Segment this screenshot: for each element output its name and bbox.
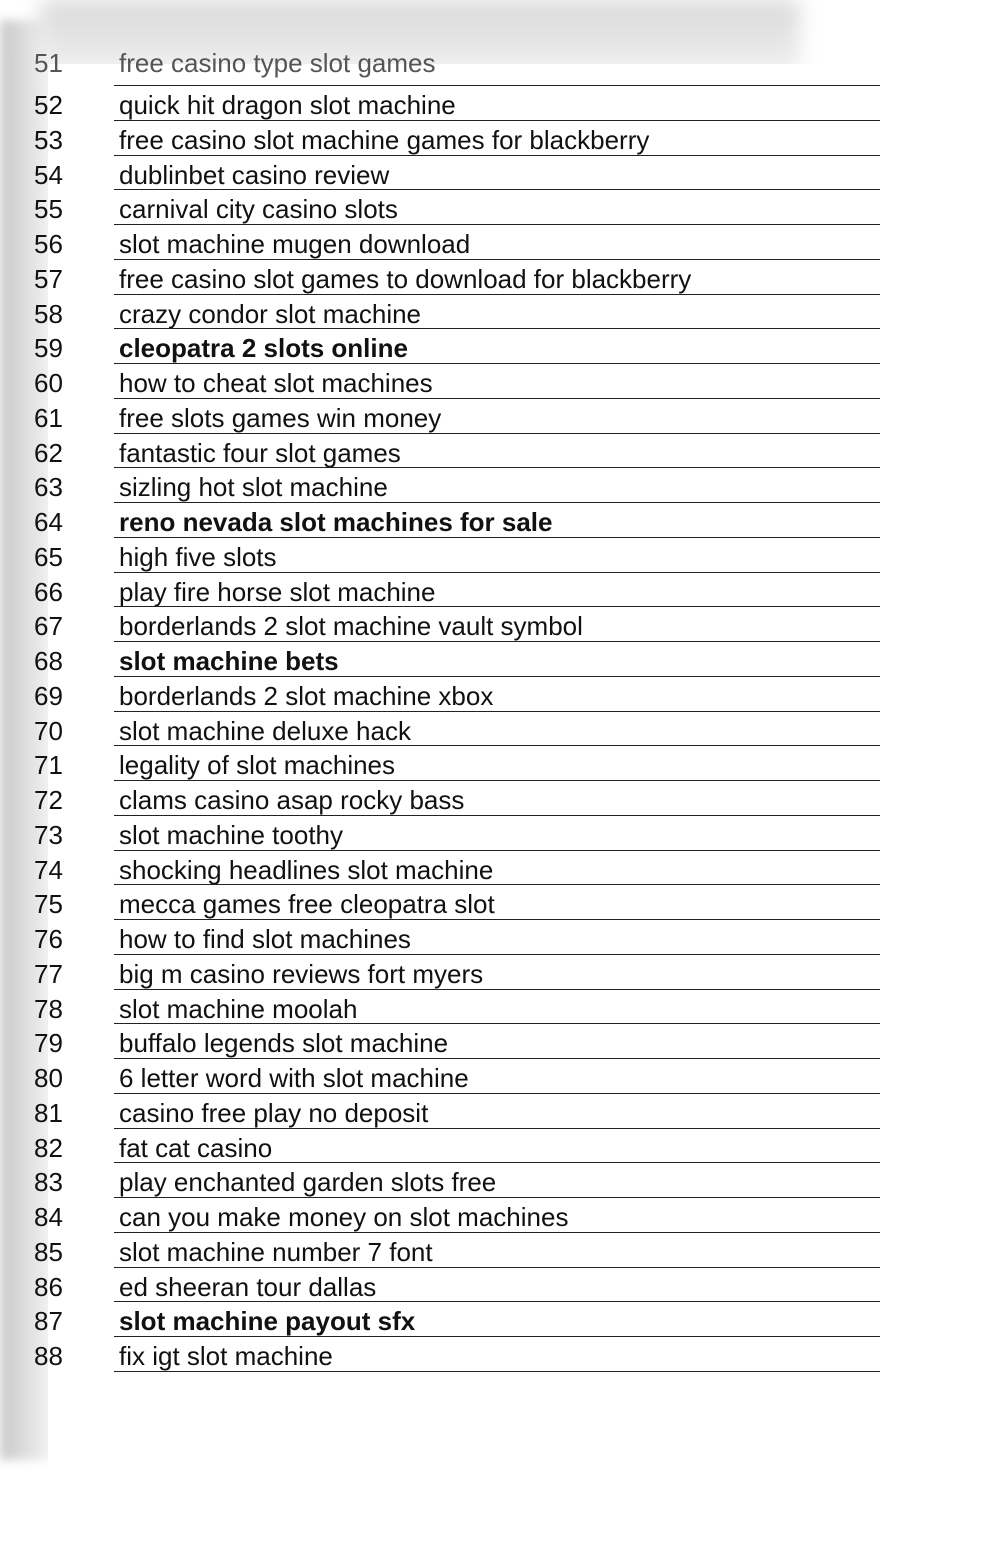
item-number: 76 xyxy=(34,924,63,954)
item-number: 84 xyxy=(34,1202,63,1232)
item-number: 73 xyxy=(34,819,63,850)
item-number: 57 xyxy=(34,263,63,294)
list-item xyxy=(34,607,991,642)
list-item xyxy=(34,1198,991,1233)
item-number: 66 xyxy=(34,576,63,607)
item-text: big m casino reviews fort myers xyxy=(119,958,484,989)
item-text: play enchanted garden slots free xyxy=(119,1167,497,1198)
item-number: 86 xyxy=(34,1271,63,1302)
item-text: 6 letter word with slot machine xyxy=(119,1063,469,1093)
item-number: 68 xyxy=(34,646,63,676)
list-item xyxy=(34,48,991,86)
item-number: 65 xyxy=(34,541,63,572)
list-item xyxy=(34,190,991,225)
item-text: sizling hot slot machine xyxy=(119,472,388,503)
item-text: slot machine mugen download xyxy=(119,229,471,259)
item-text: quick hit dragon slot machine xyxy=(119,90,456,120)
list-item xyxy=(34,399,991,434)
item-number: 72 xyxy=(34,785,63,815)
item-number: 88 xyxy=(34,1341,63,1371)
item-number: 70 xyxy=(34,715,63,746)
list-item xyxy=(34,920,991,955)
item-text: legality of slot machines xyxy=(119,750,396,781)
list-item xyxy=(34,364,991,399)
document-sheet xyxy=(34,48,991,1544)
item-text: free casino type slot games xyxy=(119,48,436,78)
item-number: 80 xyxy=(34,1063,63,1093)
item-text: slot machine moolah xyxy=(119,993,358,1024)
item-text: free casino slot machine games for blackberry xyxy=(119,124,650,155)
list-item xyxy=(34,1024,991,1059)
list-item xyxy=(34,990,991,1025)
item-number: 64 xyxy=(34,507,63,537)
list-item xyxy=(34,1337,991,1372)
item-text: how to find slot machines xyxy=(119,924,411,954)
item-number: 71 xyxy=(34,750,63,781)
item-number: 61 xyxy=(34,402,63,433)
list-item xyxy=(34,677,991,712)
list-item xyxy=(34,156,991,191)
list-item xyxy=(34,295,991,330)
item-number: 81 xyxy=(34,1097,63,1128)
list-item xyxy=(34,781,991,816)
item-text: buffalo legends slot machine xyxy=(119,1028,449,1059)
list-item xyxy=(34,573,991,608)
list-item xyxy=(34,121,991,156)
item-number: 54 xyxy=(34,159,63,190)
item-text: free casino slot games to download for blackberry xyxy=(119,263,692,294)
item-text: borderlands 2 slot machine vault symbol xyxy=(119,611,583,642)
item-number: 52 xyxy=(34,90,63,120)
item-text: cleopatra 2 slots online xyxy=(119,333,408,364)
item-number: 82 xyxy=(34,1132,63,1163)
item-number: 59 xyxy=(34,333,63,364)
list-item xyxy=(34,1094,991,1129)
list-item xyxy=(34,225,991,260)
item-number: 55 xyxy=(34,194,63,225)
item-number: 78 xyxy=(34,993,63,1024)
list-item xyxy=(34,503,991,538)
item-number: 79 xyxy=(34,1028,63,1059)
list-item xyxy=(34,816,991,851)
item-text: shocking headlines slot machine xyxy=(119,854,494,885)
item-text: fantastic four slot games xyxy=(119,437,401,468)
item-number: 87 xyxy=(34,1306,63,1337)
item-text: free slots games win money xyxy=(119,402,442,433)
item-number: 56 xyxy=(34,229,63,259)
item-number: 85 xyxy=(34,1236,63,1267)
list-item xyxy=(34,434,991,469)
list-item xyxy=(34,260,991,295)
list-item xyxy=(34,1129,991,1164)
list-item xyxy=(34,1268,991,1303)
item-text: reno nevada slot machines for sale xyxy=(119,507,553,537)
item-text: dublinbet casino review xyxy=(119,159,390,190)
item-text: crazy condor slot machine xyxy=(119,298,422,329)
item-text: casino free play no deposit xyxy=(119,1097,429,1128)
list-item xyxy=(34,1163,991,1198)
item-text: high five slots xyxy=(119,541,277,572)
list-item xyxy=(34,1059,991,1094)
list-item xyxy=(34,329,991,364)
list-item xyxy=(34,642,991,677)
list-item xyxy=(34,1302,991,1337)
item-text: play fire horse slot machine xyxy=(119,576,436,607)
item-number: 77 xyxy=(34,958,63,989)
item-number: 74 xyxy=(34,854,63,885)
item-number: 53 xyxy=(34,124,63,155)
item-number: 69 xyxy=(34,680,63,711)
item-text: slot machine number 7 font xyxy=(119,1236,433,1267)
item-number: 75 xyxy=(34,889,63,920)
item-text: slot machine payout sfx xyxy=(119,1306,416,1337)
row-divider xyxy=(114,1371,880,1372)
list-item xyxy=(34,955,991,990)
list-item xyxy=(34,86,991,121)
list-item xyxy=(34,746,991,781)
item-text: slot machine toothy xyxy=(119,819,344,850)
item-text: how to cheat slot machines xyxy=(119,368,433,398)
item-text: carnival city casino slots xyxy=(119,194,398,225)
item-text: ed sheeran tour dallas xyxy=(119,1271,377,1302)
item-number: 60 xyxy=(34,368,63,398)
item-text: fix igt slot machine xyxy=(119,1341,333,1371)
list-item xyxy=(34,851,991,886)
item-text: slot machine deluxe hack xyxy=(119,715,411,746)
item-text: mecca games free cleopatra slot xyxy=(119,889,495,920)
item-number: 67 xyxy=(34,611,63,642)
list-item xyxy=(34,1233,991,1268)
item-text: clams casino asap rocky bass xyxy=(119,785,465,815)
item-text: fat cat casino xyxy=(119,1132,273,1163)
list-item xyxy=(34,712,991,747)
item-number: 63 xyxy=(34,472,63,503)
numbered-list xyxy=(34,48,991,1372)
list-item xyxy=(34,468,991,503)
item-text: slot machine bets xyxy=(119,646,339,676)
item-number: 58 xyxy=(34,298,63,329)
item-number: 62 xyxy=(34,437,63,468)
item-number: 83 xyxy=(34,1167,63,1198)
item-text: can you make money on slot machines xyxy=(119,1202,569,1232)
item-text: borderlands 2 slot machine xbox xyxy=(119,680,494,711)
list-item xyxy=(34,885,991,920)
list-item xyxy=(34,538,991,573)
item-number: 51 xyxy=(34,48,63,78)
